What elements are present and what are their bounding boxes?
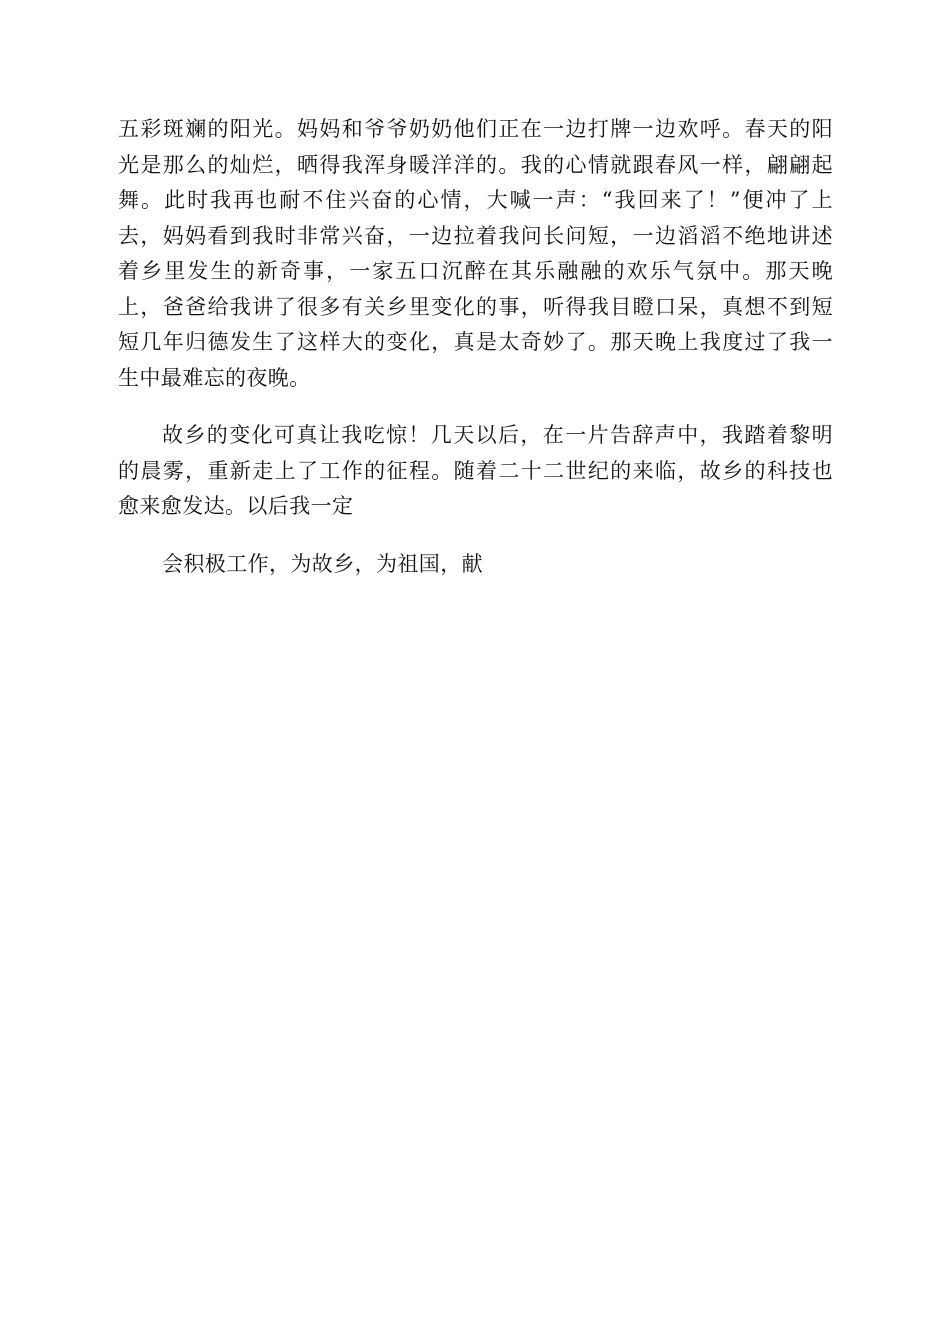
paragraph-2 [118,418,833,525]
paragraph-1-line-7: 短几年归德发生了这样大的变化，真是太奇妙了。那天晚上我度过了我一 [118,330,833,354]
paragraph-1-line-2: 光是那么的灿烂，晒得我浑身暖洋洋的。我的心情就跟春风一样，翩翩起 [118,152,833,177]
paragraph-2-line-1: 故乡的变化可真让我吃惊！几天以后，在一片告辞声中，我踏着黎明 [162,423,833,447]
paragraph-3-line-1: 会积极工作，为故乡，为祖国，献 [162,551,483,576]
paragraph-1-line-8: 生中最难忘的夜晚。 [118,365,311,390]
paragraph-2-line-3: 愈来愈发达。以后我一定 [118,494,354,518]
paragraph-1-line-5: 着乡里发生的新奇事，一家五口沉醉在其乐融融的欢乐气氛中。那天晚 [118,259,833,283]
paragraph-3 [118,547,833,583]
paragraph-2-line-2: 的晨雾，重新走上了工作的征程。随着二十二世纪的来临，故乡的科技也 [118,458,833,483]
paragraph-1 [118,112,833,396]
paragraph-1-line-4: 去，妈妈看到我时非常兴奋，一边拉着我问长问短，一边滔滔不绝地讲述 [118,223,833,248]
paragraph-1-line-6: 上，爸爸给我讲了很多有关乡里变化的事，听得我目瞪口呆，真想不到短 [118,294,833,319]
document-body [118,112,833,604]
paragraph-1-line-1: 五彩斑斓的阳光。妈妈和爷爷奶奶他们正在一边打牌一边欢呼。春天的阳 [118,117,833,141]
paragraph-1-line-3: 舞。此时我再也耐不住兴奋的心情，大喊一声：“我回来了！”便冲了上 [118,188,833,212]
